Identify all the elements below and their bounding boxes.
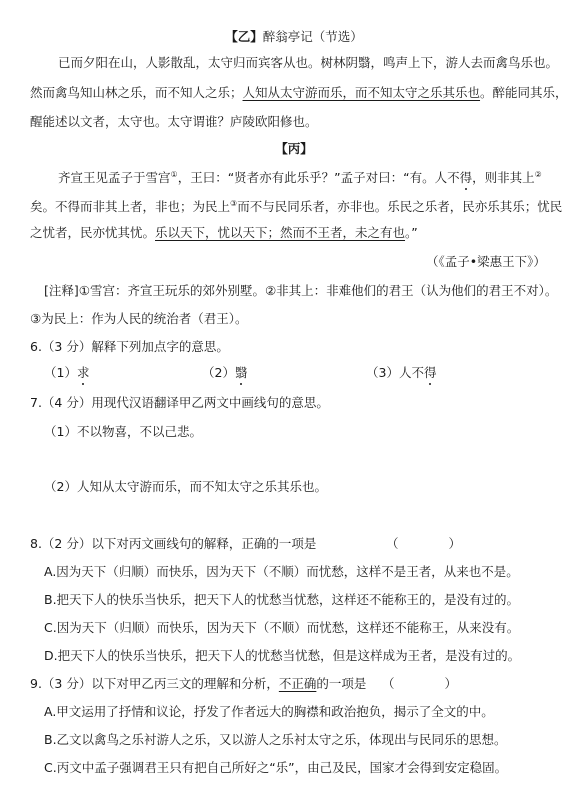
q6-stem: 6.（3 分）解释下列加点字的意思。 [30, 339, 229, 354]
note-mark-3: ③ [230, 199, 238, 208]
bing-source: （《孟子•梁惠王下》） [426, 254, 546, 269]
yi-line-3: 醒能述以文者，太守也。太守谓谁？庐陵欧阳修也。 [30, 114, 318, 129]
q9-option-b: B.乙文以禽鸟之乐衬游人之乐，又以游人之乐衬太守之乐，体现出与民同乐的思想。 [44, 732, 507, 747]
q9-stem-underlined: 不正确 [278, 676, 317, 691]
note-mark-2: ② [534, 170, 542, 179]
q6-option-2-prefix: （2） [202, 365, 235, 380]
q9-stem-a: 9.（3 分）以下对甲乙丙三文的理解和分析， [30, 676, 279, 691]
notes-line-1: [注释]①雪宫：齐宣王玩乐的郊外别墅。②非其上：非难他们的君王（认为他们的君王不对）。 [44, 283, 558, 298]
q6-options [0, 364, 588, 384]
q9-stem-b: 的一项是 [316, 676, 367, 691]
bing-title: 【丙】 [275, 141, 313, 156]
bing-line-2-a: 矣。不得而非其上者，非也；为民上 [30, 199, 231, 215]
yi-line-2-post: 。醉能同其乐， [480, 85, 568, 100]
bing-line-1-c: ，则非其上 [472, 170, 535, 186]
q9-stem [30, 675, 458, 693]
bing-line-1-a: 齐宣王见孟子于雪宫 [58, 170, 171, 186]
q8-option-b: B.把天下人的快乐当快乐，把天下人的忧愁当忧愁，这样还不能称王的，是没有过的。 [44, 592, 520, 607]
q6-option-1-prefix: （1） [44, 365, 77, 380]
dotted-char-de: 得 [459, 170, 473, 186]
bing-line-1-b: ，王曰：“贤者亦有此乐乎？”孟子对曰：“有。人不 [177, 170, 460, 186]
q9-option-a: A.甲文运用了抒情和议论，抒发了作者远大的胸襟和政治抱负，揭示了全文的中。 [44, 704, 494, 719]
q6-option-3-prefix: （3）人不 [366, 365, 424, 380]
q8-stem [30, 535, 462, 553]
q6-option-3 [366, 364, 436, 382]
q7-stem: 7.（4 分）用现代汉语翻译甲乙两文中画线句的意思。 [30, 395, 329, 410]
q7-sentence-1: （1）不以物喜，不以己悲。 [44, 424, 202, 439]
dotted-char-yi: 翳 [234, 365, 248, 380]
q9-answer-paren: （ ） [382, 676, 458, 691]
bing-line-2 [30, 195, 562, 216]
q6-option-2 [202, 364, 247, 382]
bing-line-3-pre: 之忧者，民亦忧其忧。 [30, 225, 156, 240]
yi-line-2-pre: 然而禽鸟知山林之乐，而不知人之乐； [30, 85, 243, 100]
q8-stem-text: 8.（2 分）以下对丙文画线句的解释，正确的一项是 [30, 536, 317, 551]
yi-line-1: 已而夕阳在山，人影散乱，太守归而宾客从也。树林阴翳，鸣声上下，游人去而禽鸟乐也。 [58, 55, 559, 70]
notes-line-2: ③为民上：作为人民的统治者（君王）。 [30, 311, 248, 326]
q7-sentence-2: （2）人知从太守游而乐，而不知太守之乐其乐也。 [44, 479, 327, 494]
yi-title-text: 醉翁亭记（节选） [262, 29, 363, 44]
yi-underlined-sentence: 人知从太守游而乐，而不知太守之乐其乐也 [242, 85, 481, 100]
dotted-char-de-2: 得 [423, 365, 437, 380]
q8-option-c: C.因为天下（归顺）而快乐，因为天下（不顺）而忧愁，这样还不能称王，从来没有。 [44, 620, 520, 635]
q6-option-1 [44, 364, 89, 382]
q8-option-d: D.把天下人的快乐当快乐，把天下人的忧愁当忧愁，但是这样成为王者，是没有过的。 [44, 648, 521, 663]
yi-title [0, 28, 588, 46]
q9-option-c: C.丙文中孟子强调君王只有把自己所好之“乐”，由己及民，国家才会得到安定稳固。 [44, 760, 508, 775]
yi-line-2 [30, 84, 568, 102]
note-mark-1: ① [170, 170, 178, 179]
dotted-char-qiu: 求 [76, 365, 90, 380]
bing-line-3-post: 。” [405, 225, 418, 240]
bing-underlined-sentence: 乐以天下，忧以天下；然而不王者，未之有也 [155, 225, 406, 240]
bing-line-1 [58, 166, 542, 187]
yi-title-bracket: 【乙】 [225, 29, 263, 44]
bing-line-3 [30, 224, 418, 242]
q8-answer-paren: （ ） [386, 536, 462, 551]
q8-option-a: A.因为天下（归顺）而快乐，因为天下（不顺）而忧愁，这样不是王者，从来也不是。 [44, 564, 519, 579]
bing-line-2-b: 而不与民同乐者，亦非也。乐民之乐者，民亦乐其乐；忧民 [237, 199, 563, 215]
